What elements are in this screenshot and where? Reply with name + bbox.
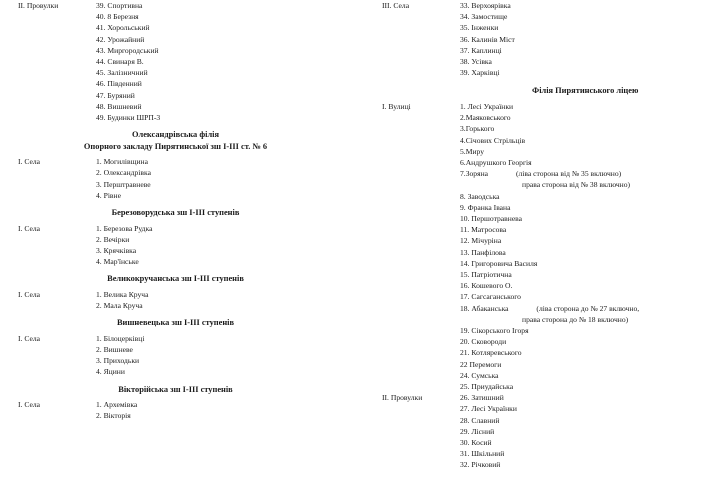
list-item: 2. Вікторія	[96, 411, 131, 421]
list-group	[364, 101, 727, 392]
list-item: 33. Верхоярівка	[460, 1, 511, 10]
group-label: II. Провулки	[382, 393, 423, 403]
list-item	[460, 258, 727, 269]
list-item	[460, 269, 727, 280]
list-item: 3. Крячківка	[96, 245, 137, 255]
heading-line: Вікторійська зш І-ІІІ ступенів	[118, 384, 233, 394]
section-heading	[0, 207, 363, 219]
item-text: 9. Франка Івана	[460, 202, 511, 212]
list-item: 28. Славний	[460, 415, 500, 425]
group-label: І. Села	[18, 289, 41, 299]
list-group	[364, 0, 727, 78]
list-item: 42. Урожайний	[96, 34, 145, 44]
item-text: 25. Приудайська	[460, 382, 514, 391]
streets-block	[364, 101, 727, 392]
list-item: 39. Харківці	[460, 68, 500, 78]
section-heading	[0, 129, 363, 152]
list-item: 2. Мала Круча	[96, 301, 143, 311]
lanes-block	[364, 392, 727, 470]
group-label: III. Села	[382, 1, 410, 10]
list-item: 37. Каплинці	[460, 45, 502, 55]
list-item: 43. Миргородський	[96, 45, 159, 55]
group-label: II. Провулки	[18, 1, 59, 10]
list-item: 3. Перштравневе	[96, 179, 151, 189]
list-item: 49. Будинки ШРП-3	[96, 113, 161, 123]
list-item	[460, 202, 727, 213]
list-item: 4. Рівне	[96, 190, 121, 200]
list-item	[460, 247, 727, 258]
list-item	[460, 336, 727, 347]
list-item: 35. Інженки	[460, 23, 499, 33]
heading-line: Великокручанська зш І-ІІІ ступенів	[107, 274, 244, 284]
list-item	[460, 157, 727, 168]
heading-line: Березоворудська зш І-ІІІ ступенів	[111, 208, 240, 218]
list-group	[0, 399, 363, 421]
item-text: 3.Горького	[460, 124, 495, 134]
school-section	[0, 317, 363, 377]
list-item: 29. Лісний	[460, 426, 495, 436]
item-text: 19. Сікорського Ігоря	[460, 325, 529, 335]
list-item: 31. Шкільний	[460, 449, 505, 459]
list-item	[460, 191, 727, 202]
list-item: 27. Лесі Українки	[460, 404, 517, 414]
item-text: 8. Заводська	[460, 191, 500, 201]
list-group	[0, 333, 363, 378]
list-item	[460, 291, 727, 302]
heading-line: Вишневецька зш І-ІІІ ступенів	[116, 318, 235, 328]
heading-line: Опорного закладу Пирятинської зш І-ІІІ ст. № 6	[83, 141, 268, 151]
section-heading	[0, 273, 363, 285]
list-item: 4. Мар'їнське	[96, 257, 139, 267]
item-text: 22 Перемоги	[460, 359, 502, 369]
list-item	[460, 168, 727, 190]
left-column	[0, 0, 363, 502]
group-label: І. Села	[18, 223, 41, 233]
group-items	[450, 392, 727, 470]
school-section	[0, 384, 363, 422]
item-text: 6.Андрушкого Георгія	[460, 157, 532, 167]
list-item: 39. Спортивна	[96, 1, 143, 10]
list-item: 4. Яцини	[96, 367, 125, 377]
group-label: І. Вулиці	[382, 101, 411, 111]
group-label: І. Села	[18, 333, 41, 343]
item-text: 7.Зоряна	[460, 169, 489, 179]
item-text: 24. Сумська	[460, 370, 499, 380]
list-item: 1. Білоцерківці	[96, 333, 145, 343]
item-text: 18. Абаканська	[460, 303, 509, 313]
group-label: І. Села	[18, 157, 41, 167]
group-items	[450, 101, 727, 392]
item-text: 2.Маяковського	[460, 113, 511, 123]
group-items	[86, 223, 363, 268]
item-note-second-line: права сторона до № 18 включно)	[522, 314, 629, 324]
list-item: 34. Замостище	[460, 12, 508, 22]
item-text: 14. Григоровича Василя	[460, 258, 538, 268]
item-text: 4.Січових Стрільців	[460, 135, 526, 145]
list-item	[460, 101, 727, 112]
list-group	[0, 0, 363, 123]
list-item: 1. Архемівка	[96, 400, 138, 410]
item-text: 17. Сагсаганського	[460, 292, 521, 302]
list-item	[460, 213, 727, 224]
list-item	[460, 381, 727, 392]
list-item	[460, 303, 727, 325]
list-item: 26. Затишний	[460, 393, 504, 403]
list-item	[460, 347, 727, 358]
left-top-block	[0, 0, 363, 123]
list-group	[0, 156, 363, 201]
list-item: 40. 8 Березня	[96, 12, 139, 22]
list-item: 32. Річковий	[460, 460, 501, 470]
list-item	[460, 359, 727, 370]
school-section	[0, 129, 363, 201]
list-item: 30. Косий	[460, 438, 492, 448]
list-item	[460, 146, 727, 157]
list-item: 1. Березова Рудка	[96, 223, 153, 233]
item-note: (ліва сторона від № 35 включно)	[515, 169, 622, 179]
list-item	[460, 280, 727, 291]
group-items	[86, 399, 363, 421]
item-text: 15. Патріотична	[460, 269, 512, 279]
list-item: 41. Хорольський	[96, 23, 150, 33]
item-note: (ліва сторона до № 27 включно,	[536, 303, 640, 313]
item-text: 10. Першотравнева	[460, 213, 523, 223]
group-label: І. Села	[18, 400, 41, 410]
group-items	[86, 0, 363, 123]
right-top-block	[364, 0, 727, 78]
right-column	[364, 0, 727, 502]
list-item	[460, 224, 727, 235]
heading-line: Олександрівська філія	[131, 130, 220, 140]
list-item: 2. Вечірки	[96, 234, 130, 244]
group-items	[450, 0, 727, 78]
item-text: 5.Миру	[460, 146, 485, 156]
item-note-second-line: права сторона від № 38 включно)	[522, 180, 631, 190]
list-item: 1. Велика Круча	[96, 289, 149, 299]
list-item	[460, 325, 727, 336]
list-item: 1. Могилівщина	[96, 157, 148, 167]
list-item: 47. Буряний	[96, 90, 135, 100]
list-item: 2. Олександрівка	[96, 168, 151, 178]
list-item	[460, 112, 727, 123]
list-item: 45. Залізничний	[96, 68, 148, 78]
item-text: 11. Матросова	[460, 225, 507, 235]
list-item: 46. Південний	[96, 79, 142, 89]
group-items	[86, 289, 363, 311]
list-item: 44. Свинаря В.	[96, 57, 144, 67]
item-text: 16. Кошевого О.	[460, 281, 513, 291]
group-items	[86, 333, 363, 378]
list-item: 36. Калинів Міст	[460, 34, 515, 44]
item-text: 13. Панфілова	[460, 247, 506, 257]
section-heading	[0, 317, 363, 329]
list-group	[364, 392, 727, 470]
list-item	[460, 135, 727, 146]
list-item	[460, 235, 727, 246]
branch-subheading: Філія Пирятинського ліцею	[532, 86, 639, 96]
list-item	[460, 370, 727, 381]
list-item	[460, 123, 727, 134]
item-text: 21. Котляревського	[460, 348, 522, 358]
item-text: 12. Мічуріна	[460, 236, 502, 246]
list-group	[0, 223, 363, 268]
list-item: 48. Вишневий	[96, 101, 142, 111]
section-heading	[0, 384, 363, 396]
list-item: 2. Вишневе	[96, 344, 133, 354]
school-section	[0, 207, 363, 267]
item-text: 1. Лесі Українки	[460, 101, 514, 111]
list-group	[0, 289, 363, 311]
school-section	[0, 273, 363, 311]
list-item: 3. Приходьки	[96, 356, 140, 366]
item-text: 20. Сковороди	[460, 337, 507, 347]
list-item: 38. Усівка	[460, 57, 492, 67]
group-items	[86, 156, 363, 201]
